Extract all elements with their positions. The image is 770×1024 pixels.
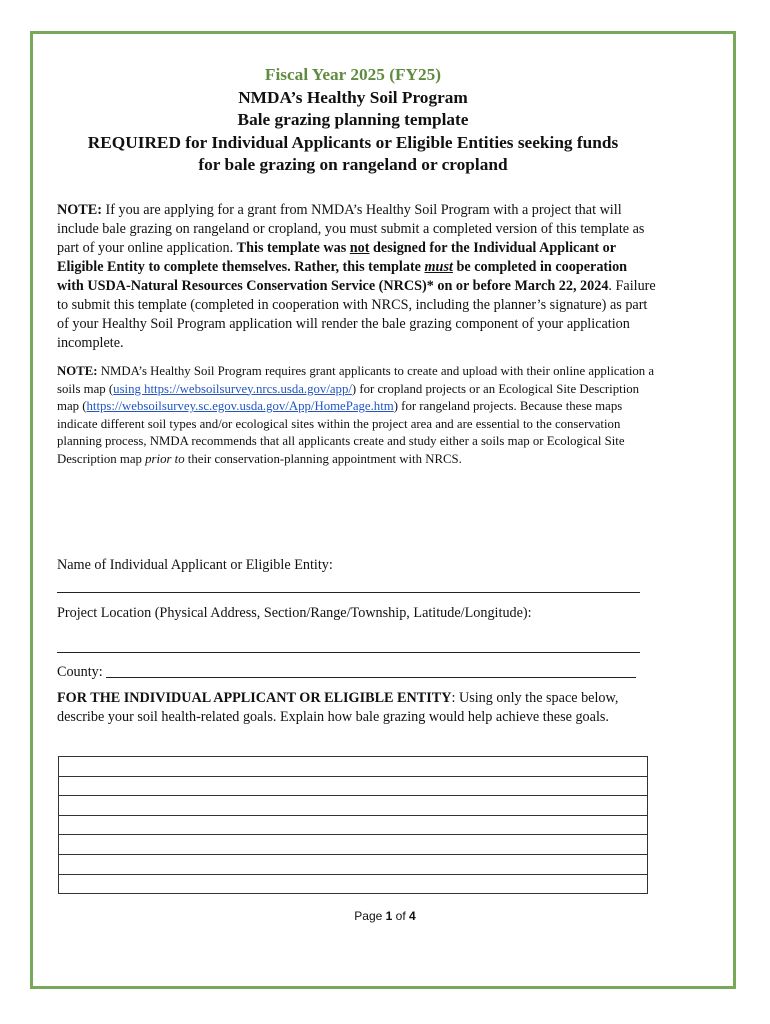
note-label: NOTE: bbox=[57, 202, 102, 218]
county-label: County: bbox=[57, 664, 103, 680]
applicant-name-field[interactable] bbox=[57, 592, 640, 593]
answer-row[interactable] bbox=[59, 874, 648, 894]
title-block bbox=[60, 64, 646, 177]
county-row bbox=[57, 663, 636, 682]
answer-row[interactable] bbox=[59, 796, 648, 816]
current-page-number: 1 bbox=[385, 909, 393, 923]
applicant-name-label: Name of Individual Applicant or Eligible Entity: bbox=[57, 557, 333, 573]
program-heading: NMDA’s Healthy Soil Program bbox=[238, 87, 468, 107]
fiscal-year-heading: Fiscal Year 2025 (FY25) bbox=[264, 65, 442, 84]
goals-instructions: FOR THE INDIVIDUAL APPLICANT OR ELIGIBLE ENTITY: Using only the space below, describe your soil health-related goals. Explain how bale grazing would help achieve these goals. bbox=[57, 690, 619, 725]
required-heading: REQUIRED for Individual Applicants or Eligible Entities seeking funds bbox=[87, 132, 619, 152]
answer-row[interactable] bbox=[59, 776, 648, 796]
answer-row[interactable] bbox=[59, 854, 648, 874]
answer-row[interactable] bbox=[59, 815, 648, 835]
note-paragraph-1: NOTE: If you are applying for a grant from NMDA’s Healthy Soil Program with a project that will include bale grazing on rangeland or cropland, you must submit a completed version of this template as part of your online application. This template was not designed for the Individual Applicant or Eligible Entity to complete themselves. Rather, this template must be completed in cooperation with USDA-Natural Resources Conservation Service (NRCS)* on or before March 22, 2024. Failure to submit this template (completed in cooperation with NRCS, including the planner’s signature) as part of your Healthy Soil Program application will render the bale grazing component of your application incomplete. bbox=[57, 202, 656, 351]
note-label: NOTE: bbox=[57, 364, 98, 378]
county-field[interactable] bbox=[106, 677, 636, 678]
answer-row[interactable] bbox=[59, 835, 648, 855]
web-soil-survey-link[interactable]: using https://websoilsurvey.nrcs.usda.gov/app/ bbox=[113, 381, 352, 396]
note-paragraph-2: NOTE: NMDA’s Healthy Soil Program requires grant applicants to create and upload with their online application a soils map (using https://websoilsurvey.nrcs.usda.gov/app/) for cropland projects or an Ecological Site Description map (https://websoilsurvey.sc.egov.usda.gov/App/HomePage.htm) for rangeland projects. Because these maps indicate different soil types and/or ecological sites within the project area and are essential to the conservation planning process, NMDA recommends that all applicants create and study either a soils map or Ecological Site Description map prior to their conservation-planning appointment with NRCS. bbox=[57, 364, 655, 466]
total-page-number: 4 bbox=[409, 909, 416, 923]
note-bold-text: This template was not designed for the Individual Applicant or Eligible Entity to complete themselves. Rather, this template must be completed in cooperation with USDA-Natural Resources Conservation Service (NRCS)* on or before March 22, 2024 bbox=[57, 240, 628, 294]
goals-answer-table bbox=[58, 756, 648, 894]
project-location-field[interactable] bbox=[57, 652, 640, 653]
template-heading: Bale grazing planning template bbox=[237, 110, 469, 129]
purpose-heading: for bale grazing on rangeland or cropland bbox=[198, 155, 508, 174]
goals-label: FOR THE INDIVIDUAL APPLICANT OR ELIGIBLE ENTITY bbox=[57, 690, 452, 706]
answer-row[interactable] bbox=[59, 757, 648, 777]
page-footer: Page 1 of 4 bbox=[354, 909, 416, 923]
project-location-label: Project Location (Physical Address, Section/Range/Township, Latitude/Longitude): bbox=[57, 605, 532, 621]
ecological-site-link[interactable]: https://websoilsurvey.sc.egov.usda.gov/App/HomePage.htm bbox=[86, 399, 394, 414]
